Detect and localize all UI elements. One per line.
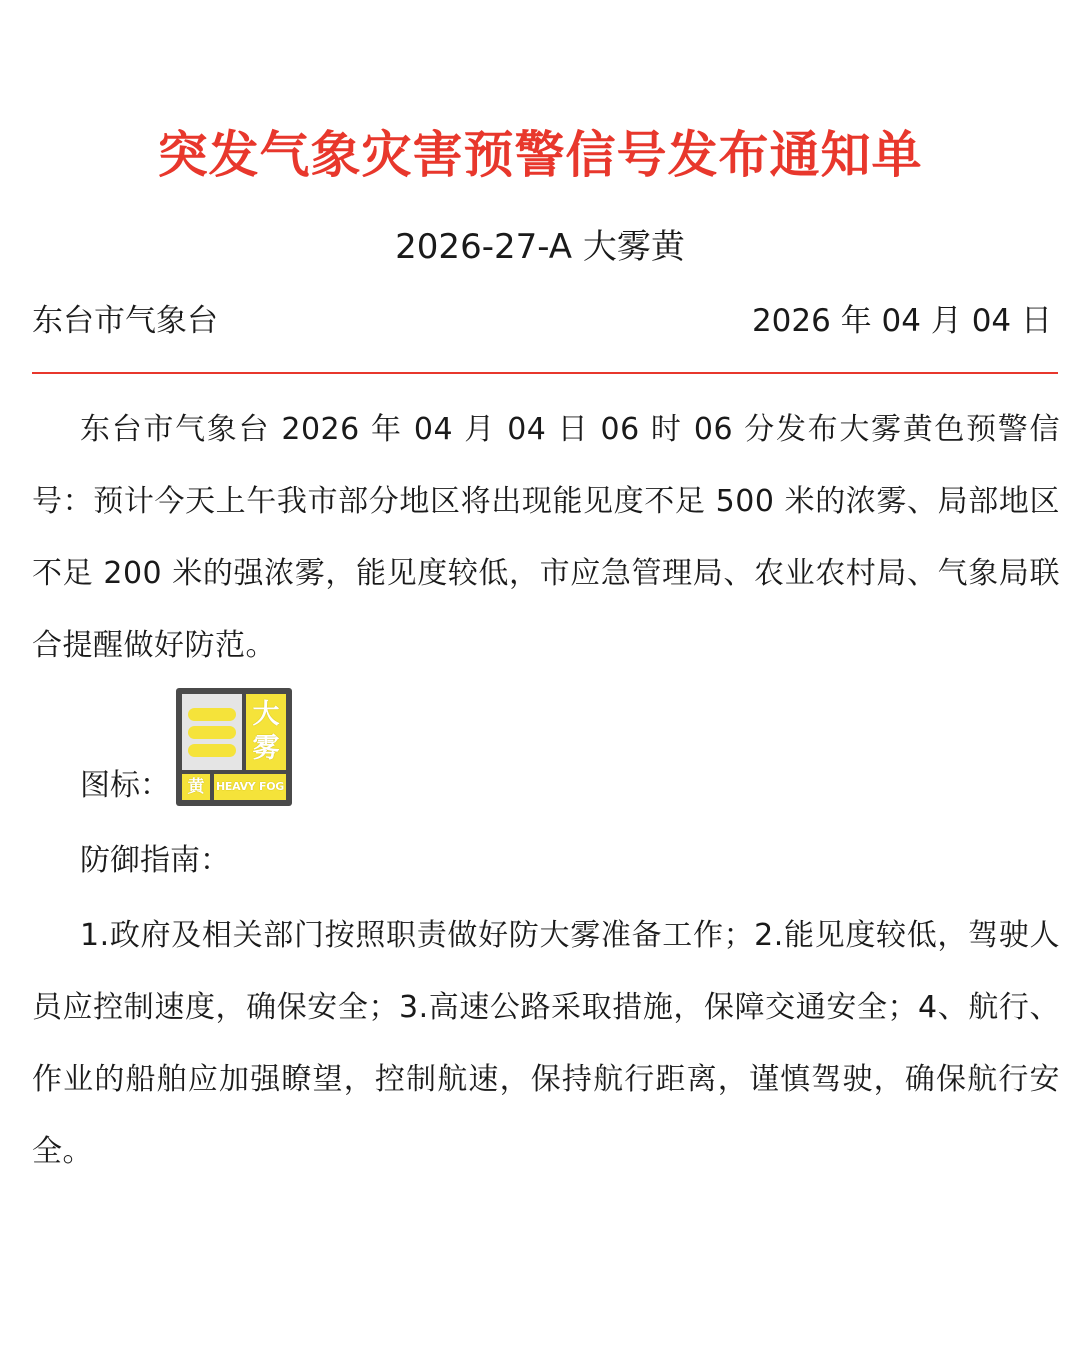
issue-date: 2026 年 04 月 04 日 — [751, 303, 1052, 339]
header-divider — [32, 372, 1058, 374]
icon-english-text: HEAVY FOG — [214, 774, 286, 800]
fog-bars-panel — [182, 694, 242, 770]
document-title: 突发气象灾害预警信号发布通知单 — [157, 126, 923, 184]
fog-bar — [188, 708, 236, 721]
icon-level-text: 黄 — [182, 774, 210, 800]
icon-main-char: 大 — [252, 699, 280, 730]
guide-paragraph: 1.政府及相关部门按照职责做好防大雾准备工作；2.能见度较低，驾驶人员应控制速度，确保安全；3.高速公路采取措施，保障交通安全；4、航行、作业的船舶应加强瞭望，控制航速，保持航行距离，谨慎驾驶，确保航行安全。 — [32, 918, 1060, 1169]
heavy-fog-yellow-warning-icon — [176, 688, 292, 806]
icon-main-text-panel — [246, 694, 286, 770]
guide-heading: 防御指南： — [80, 843, 230, 878]
warning-code: 2026-27-A 大雾黄 — [395, 227, 685, 267]
fog-bar — [188, 726, 236, 739]
icon-label: 图标： — [80, 768, 170, 803]
icon-main-text — [246, 698, 286, 766]
issuer-name: 东台市气象台 — [32, 303, 218, 339]
icon-main-char: 雾 — [252, 733, 280, 764]
fog-bar — [188, 744, 236, 757]
warning-body-paragraph: 东台市气象台 2026 年 04 月 04 日 06 时 06 分发布大雾黄色预警信号：预计今天上午我市部分地区将出现能见度不足 500 米的浓雾、局部地区不足 200 米的强浓雾，能见度较低，市应急管理局、农业农村局、气象局联合提醒做好防范。 — [32, 412, 1060, 663]
